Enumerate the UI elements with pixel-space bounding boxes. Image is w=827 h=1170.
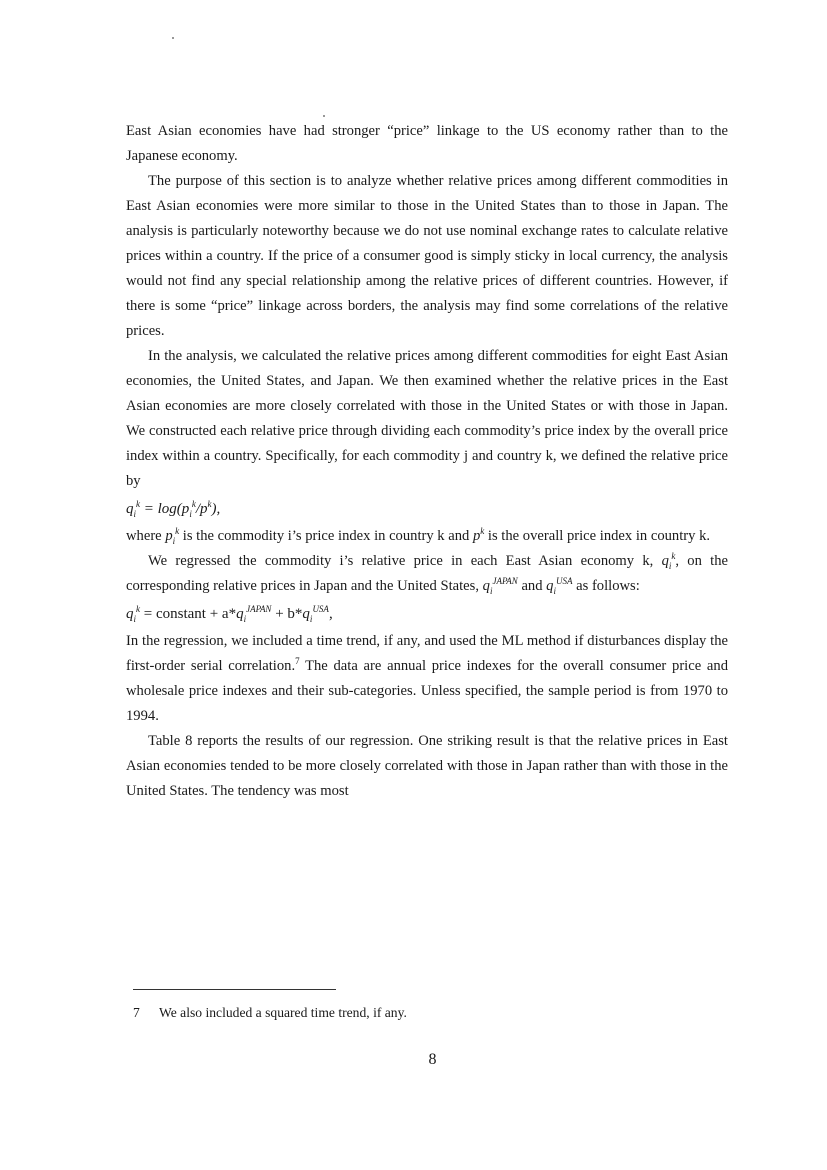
footnote-divider xyxy=(133,989,336,990)
paragraph-7: Table 8 reports the results of our regression. One striking result is that the relative prices in East Asian economies tended to be more closely correlated with those in Japan rather than with those in the United States. The tendency was most xyxy=(126,733,728,799)
paragraph-2: The purpose of this section is to analyze whether relative prices among different commodities in East Asian economies were more similar to those in the United States than to those in Japan. The analysis is particularly noteworthy because we do not use nominal exchange rates to calculate relative prices within a country. If the price of a consumer good is simply sticky in local currency, the analysis would not find any special relationship among the relative prices of different countries. However, if there is some “price” linkage across borders, the analysis may find some correlations of the relative prices. xyxy=(126,173,728,339)
footnote xyxy=(133,1003,693,1023)
equation-regression: $q_i^k$ = constant + $a*q_i^{JAPAN} + b*q_i^{USA}$, xyxy=(126,604,333,624)
paragraph-4: where $p_i^k$ is the commodity i’s price index in country k and $p^k$ is the overall price index in country k. xyxy=(126,526,711,546)
body-text xyxy=(126,119,728,804)
scan-speck xyxy=(172,37,174,39)
paragraph-1: East Asian economies have had stronger “price” linkage to the US economy rather than to the Japanese economy. xyxy=(126,123,728,164)
footnote-number: 7 xyxy=(133,1005,140,1020)
footnote-reference: 7 xyxy=(295,656,300,667)
footnote-text: We also included a squared time trend, if any. xyxy=(159,1005,407,1020)
paragraph-3: In the analysis, we calculated the relative prices among different commodities for eight East Asian economies, the United States, and Japan. We then examined whether the relative prices in the East Asian economies are more closely correlated with those in the United States or with those in Japan. We constructed each relative price through dividing each commodity’s price index by the overall price index within a country. Specifically, for each commodity j and country k, we defined the relative price by xyxy=(126,348,728,489)
equation-relative-price: $q_i^k = \log(p_i^k/p^k)$, xyxy=(126,499,221,519)
paragraph-6: In the regression, we included a time trend, if any, and used the ML method if disturbances display the first-order serial correlation.$^7$ The data are annual price indexes for the overall consumer price and wholesale price indexes and their sub-categories. Unless specified, the sample period is from 1970 to 1994. xyxy=(126,633,729,724)
page-number: 8 xyxy=(428,1051,437,1068)
scan-speck xyxy=(323,115,325,117)
paragraph-5: We regressed the commodity i’s relative price in each East Asian economy k, $q_i^k$, on the corresponding relative prices in Japan and the United States, $q_i^{JAPAN}$ and $q_i^{USA}$ as follows: xyxy=(126,551,728,596)
